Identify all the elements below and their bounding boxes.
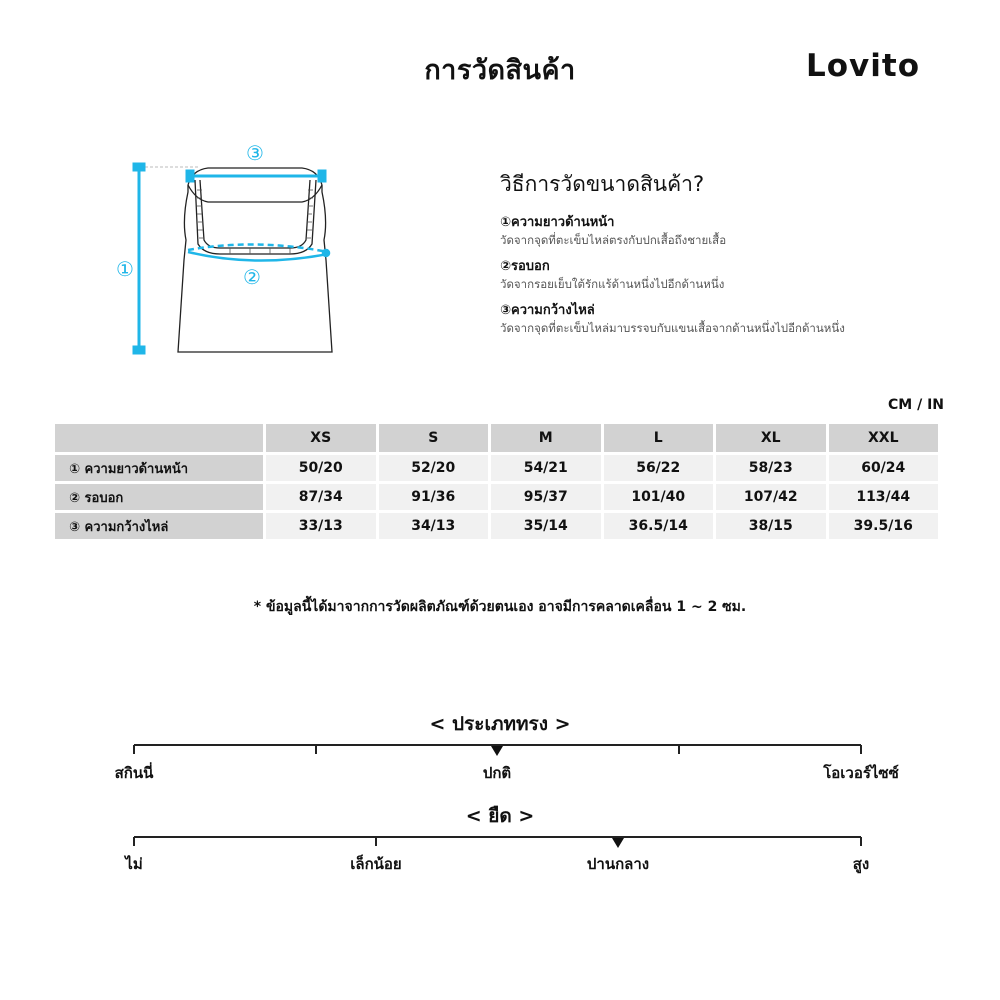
size-header: XL xyxy=(716,424,826,452)
table-row xyxy=(55,513,938,539)
stretch-label-slight: เล็กน้อย xyxy=(350,855,402,873)
table-cell: 38/15 xyxy=(716,513,826,539)
table-cell: 54/21 xyxy=(491,455,601,481)
how-item-title: ③ความกว้างไหล่ xyxy=(500,303,595,318)
stretch-label-medium: ปานกลาง xyxy=(586,855,650,873)
garment-diagram xyxy=(100,140,360,365)
table-cell: 58/23 xyxy=(716,455,826,481)
table-row xyxy=(55,484,938,510)
table-cell: 34/13 xyxy=(379,513,489,539)
measure-shoulder xyxy=(187,171,325,181)
fit-label-skinny: สกินนี่ xyxy=(114,764,154,782)
table-cell: 107/42 xyxy=(716,484,826,510)
how-item-desc: วัดจากจุดที่ตะเข็บไหล่ตรงกับปกเสื้อถึงชายเสื้อ xyxy=(500,233,727,247)
measurement-note: * ข้อมูลนี้ได้มาจากการวัดผลิตภัณฑ์ด้วยตนเอง อาจมีการคลาดเคลื่อน 1 ~ 2 ซม. xyxy=(253,599,747,615)
table-row xyxy=(55,455,938,481)
table-cell: 101/40 xyxy=(604,484,714,510)
row-label: ① ความยาวด้านหน้า xyxy=(55,455,263,481)
how-item-desc: วัดจากรอยเย็บใต้รักแร้ด้านหนึ่งไปอีกด้านหนึ่ง xyxy=(500,277,725,291)
fit-label-oversize: โอเวอร์ไซซ์ xyxy=(823,764,899,782)
stretch-scale-title: < ยืด > xyxy=(465,805,535,827)
table-cell: 35/14 xyxy=(491,513,601,539)
table-cell: 60/24 xyxy=(829,455,939,481)
marker-3: ③ xyxy=(246,141,264,165)
size-header: S xyxy=(379,424,489,452)
brand-logo: Lovito xyxy=(805,48,920,84)
measure-length xyxy=(134,164,144,353)
rib-trim xyxy=(197,190,313,254)
size-header: XS xyxy=(266,424,376,452)
stretch-scale xyxy=(0,827,1000,857)
row-label: ② รอบอก xyxy=(55,484,263,510)
table-cell: 95/37 xyxy=(491,484,601,510)
marker-1: ① xyxy=(116,257,134,281)
table-cell: 56/22 xyxy=(604,455,714,481)
table-cell: 33/13 xyxy=(266,513,376,539)
fit-label-regular: ปกติ xyxy=(482,764,512,782)
stretch-label-none: ไม่ xyxy=(125,855,143,873)
table-header-blank xyxy=(55,424,263,452)
table-cell: 87/34 xyxy=(266,484,376,510)
table-cell: 52/20 xyxy=(379,455,489,481)
size-header: XXL xyxy=(829,424,939,452)
how-to-title: วิธีการวัดขนาดสินค้า? xyxy=(500,172,705,196)
marker-2: ② xyxy=(243,265,261,289)
how-item-desc: วัดจากจุดที่ตะเข็บไหล่มาบรรจบกับแขนเสื้อจากด้านหนึ่งไปอีกด้านหนึ่ง xyxy=(500,321,845,335)
stretch-selected-marker xyxy=(612,838,624,848)
how-item-title: ②รอบอก xyxy=(500,259,550,274)
size-header: L xyxy=(604,424,714,452)
table-cell: 36.5/14 xyxy=(604,513,714,539)
fit-scale-title: < ประเภททรง > xyxy=(429,713,571,735)
table-cell: 50/20 xyxy=(266,455,376,481)
table-cell: 91/36 xyxy=(379,484,489,510)
table-cell: 39.5/16 xyxy=(829,513,939,539)
how-item-title: ①ความยาวด้านหน้า xyxy=(500,215,615,230)
how-to-measure xyxy=(500,168,960,343)
size-header: M xyxy=(491,424,601,452)
row-label: ③ ความกว้างไหล่ xyxy=(55,513,263,539)
table-cell: 113/44 xyxy=(829,484,939,510)
table-header-row xyxy=(55,424,938,452)
unit-label: CM / IN xyxy=(888,397,944,413)
page-title: การวัดสินค้า xyxy=(424,55,576,86)
fit-selected-marker xyxy=(491,746,503,756)
size-table xyxy=(52,421,941,542)
stretch-label-high: สูง xyxy=(852,855,870,873)
